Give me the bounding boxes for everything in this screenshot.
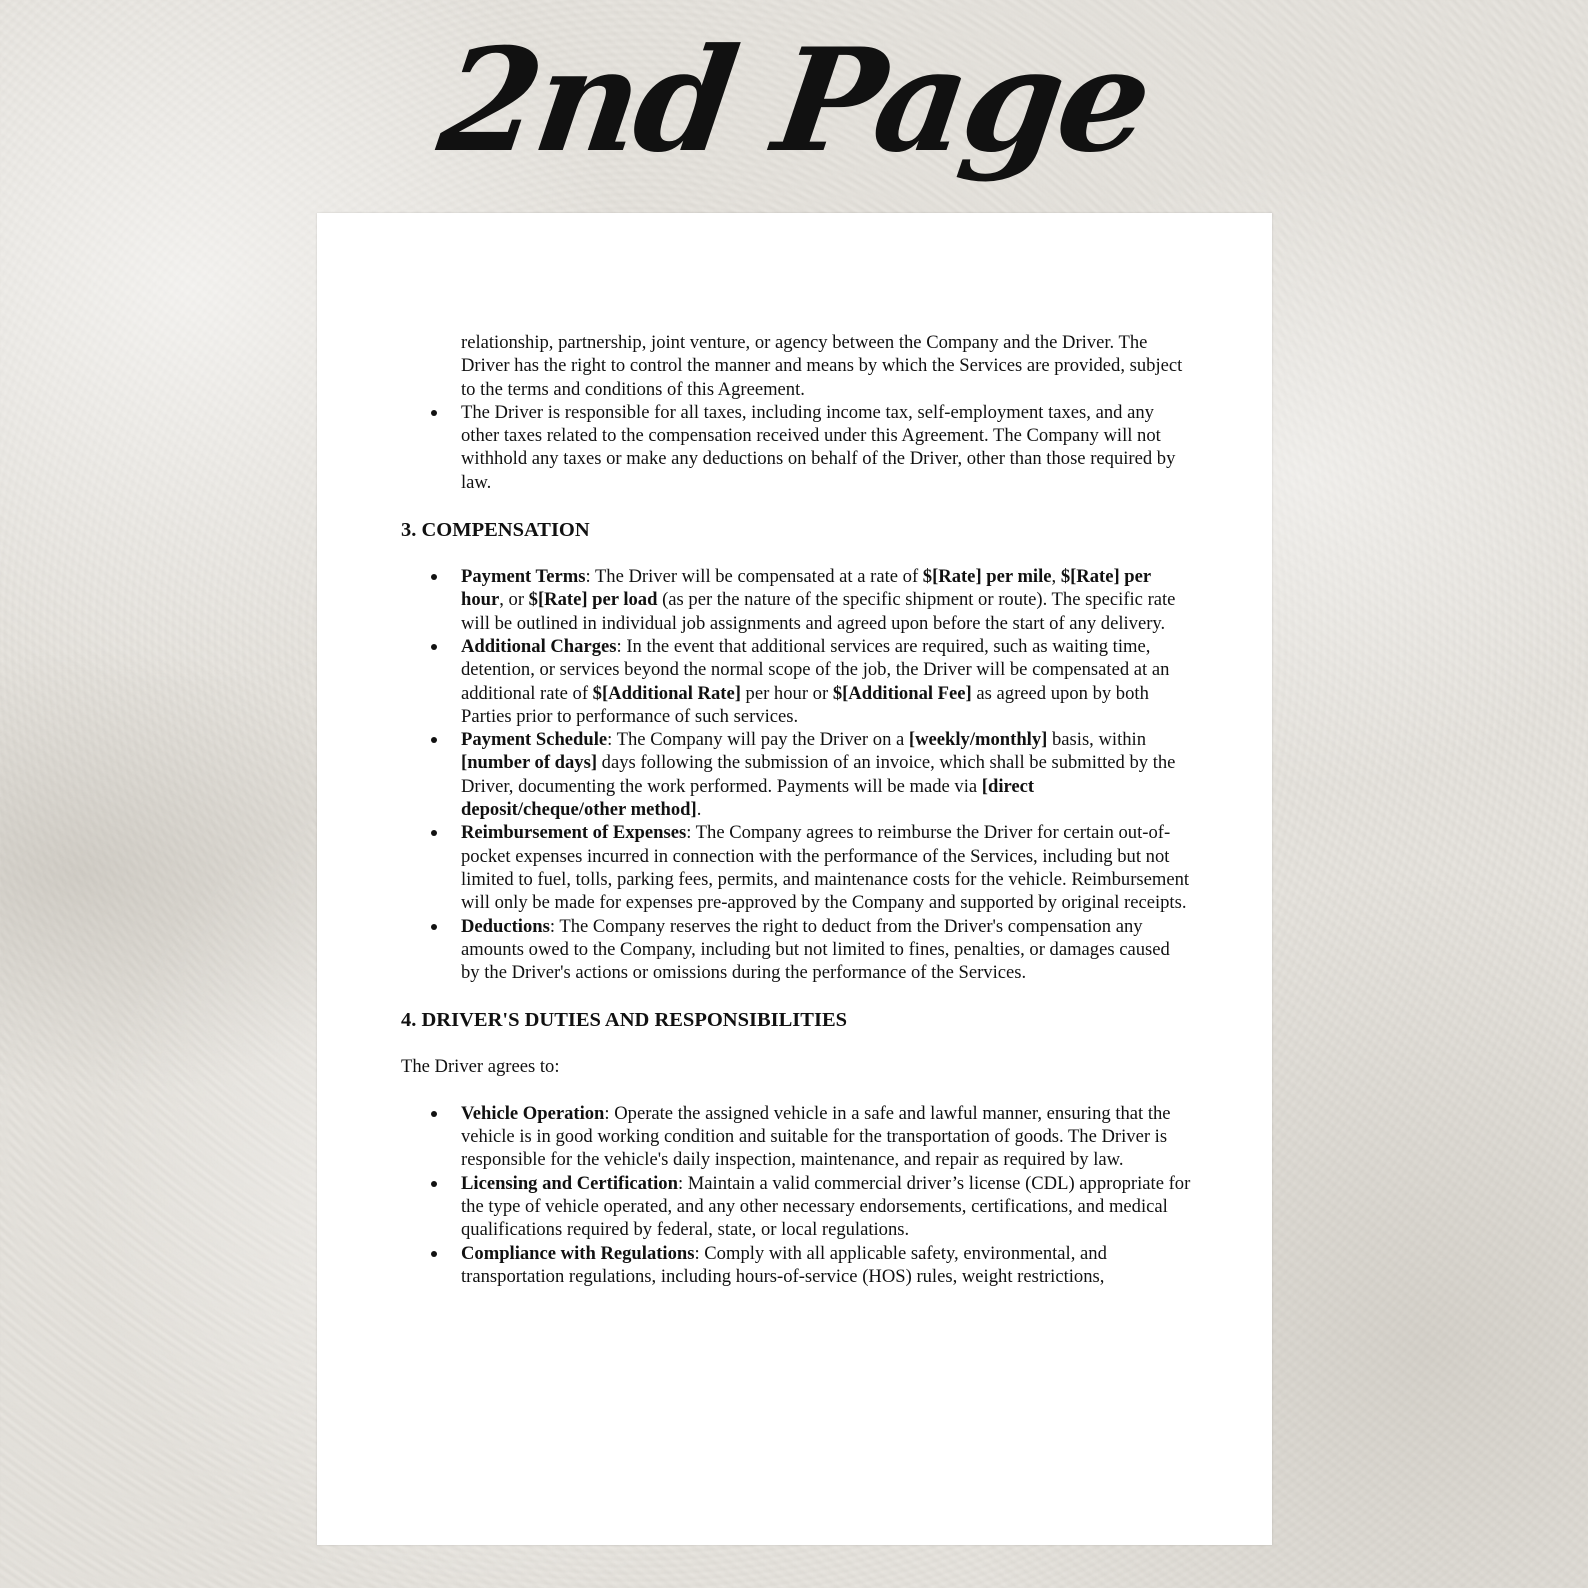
bullet-icon [431, 1181, 437, 1187]
list-item-compliance: Compliance with Regulations: Comply with all applicable safety, environmental, and transportation regulations, including hours-of-service (HOS) rules, weight restrictions, [461, 1242, 1191, 1289]
page-title: 2nd Page [430, 18, 1158, 184]
list-item-deductions: Deductions: The Company reserves the right to deduct from the Driver's compensation any amounts owed to the Company, including but not limited to fines, penalties, or damages caused by the Driver's actions or omissions during the performance of the Services. [461, 915, 1191, 985]
bullet-icon [431, 410, 437, 416]
intro-list [401, 401, 1191, 494]
list-item-additional-charges: Additional Charges: In the event that additional services are required, such as waiting time, detention, or services beyond the normal scope of the job, the Driver will be compensated at an additional rate of $[Additional Rate] per hour or $[Additional Fee] as agreed upon by both Parties prior to performance of such services. [461, 635, 1191, 728]
list-item-payment-terms: Payment Terms: The Driver will be compensated at a rate of $[Rate] per mile, $[Rate] per hour, or $[Rate] per load (as per the nature of the specific shipment or route). The specific rate will be outlined in individual job assignments and agreed upon before the start of any delivery. [461, 565, 1191, 635]
bullet-icon [431, 644, 437, 650]
list-item-licensing: Licensing and Certification: Maintain a valid commercial driver’s license (CDL) appropriate for the type of vehicle operated, and any other necessary endorsements, certifications, and medical qualifications required by federal, state, or local regulations. [461, 1172, 1191, 1242]
list-item-vehicle-operation: Vehicle Operation: Operate the assigned vehicle in a safe and lawful manner, ensuring that the vehicle is in good working condition and suitable for the transportation of goods. The Driver is responsible for the vehicle's daily inspection, maintenance, and repair as required by law. [461, 1102, 1191, 1172]
list-item: The Driver is responsible for all taxes, including income tax, self-employment taxes, and any other taxes related to the compensation received under this Agreement. The Company will not withhold any taxes or make any deductions on behalf of the Driver, other than those required by law. [461, 401, 1191, 494]
bullet-icon [431, 830, 437, 836]
list-item-payment-schedule: Payment Schedule: The Company will pay the Driver on a [weekly/monthly] basis, within [number of days] days following the submission of an invoice, which shall be submitted by the Driver, documenting the work performed. Payments will be made via [direct deposit/cheque/other method]. [461, 728, 1191, 821]
section-intro: The Driver agrees to: [401, 1056, 560, 1078]
bullet-icon [431, 574, 437, 580]
document-content [401, 331, 1191, 1288]
compensation-list [401, 565, 1191, 984]
intro-continuation: relationship, partnership, joint venture, or agency between the Company and the Driver. The Driver has the right to control the manner and means by which the Services are provided, subject to the terms and conditions of this Agreement. [461, 332, 1183, 400]
bullet-icon [431, 1251, 437, 1257]
bullet-icon [431, 737, 437, 743]
list-item-reimbursement: Reimbursement of Expenses: The Company agrees to reimburse the Driver for certain out-of-pocket expenses incurred in connection with the performance of the Services, including but not limited to fuel, tolls, parking fees, permits, and maintenance costs for the vehicle. Reimbursement will only be made for expenses pre-approved by the Company and supported by original receipts. [461, 821, 1191, 914]
bullet-icon [431, 1111, 437, 1117]
bullet-icon [431, 924, 437, 930]
document-page [317, 213, 1272, 1545]
section-heading-compensation: 3. COMPENSATION [401, 519, 590, 542]
section-heading-duties: 4. DRIVER'S DUTIES AND RESPONSIBILITIES [401, 1009, 848, 1032]
duties-list [401, 1102, 1191, 1288]
